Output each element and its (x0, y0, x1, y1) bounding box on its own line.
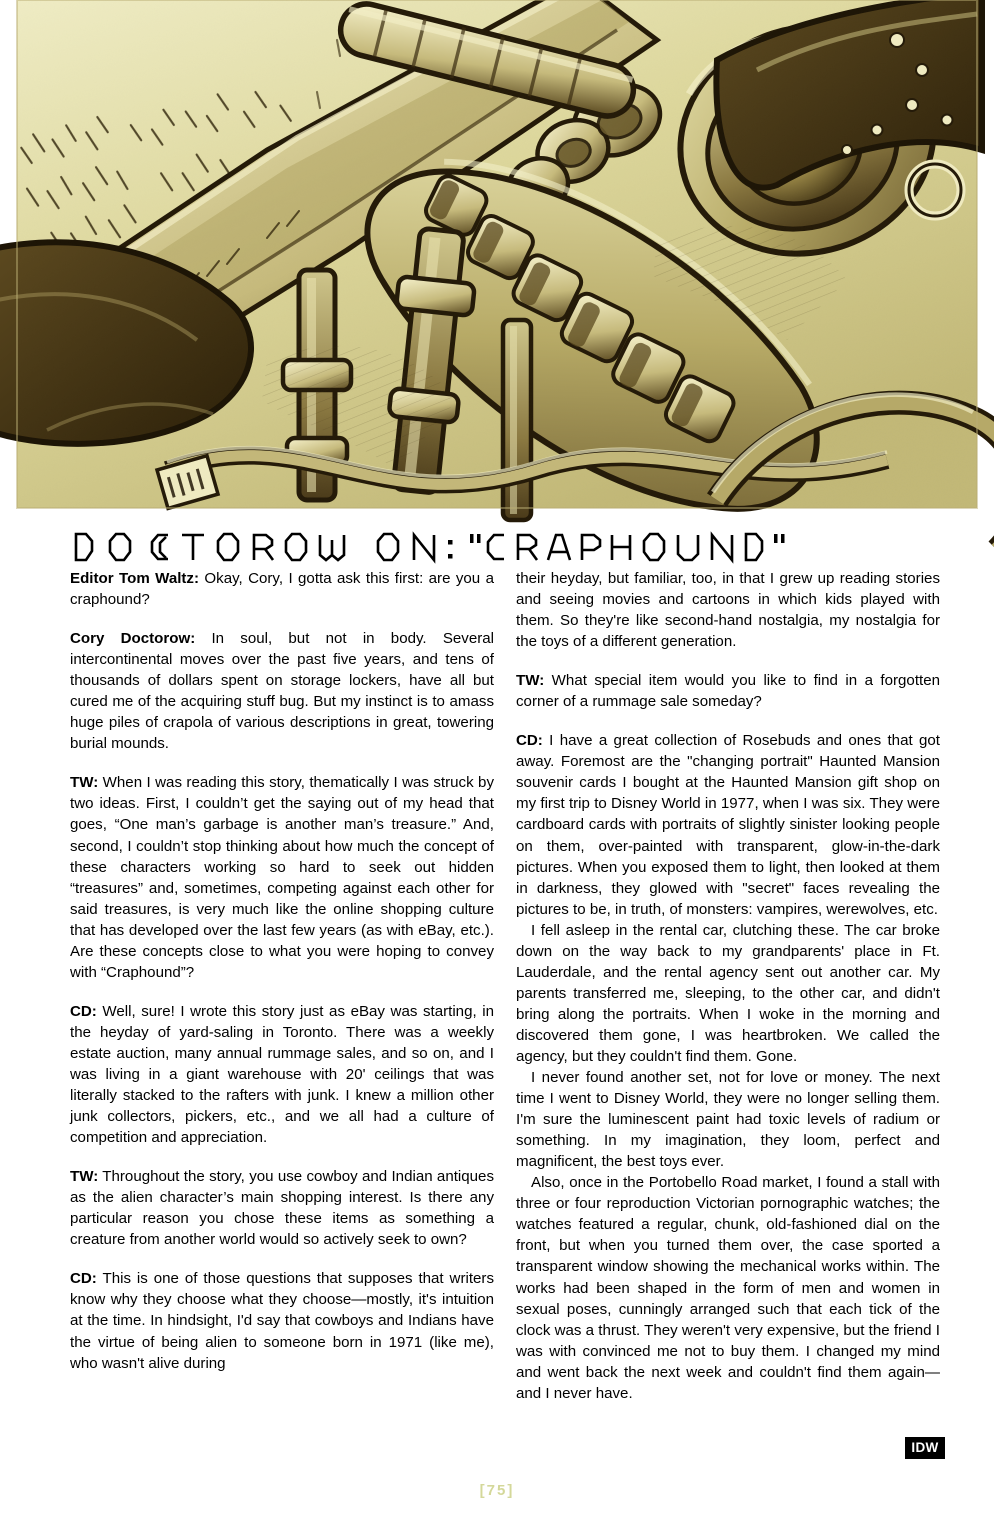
qa-text: Okay, Cory, I gotta ask this first: are you a craphound? (70, 570, 494, 609)
comic-artwork-panel (17, 0, 977, 508)
qa-text: What special item would you like to find in a forgotten corner of a rummage sale someday? (516, 672, 940, 711)
title-close-quote (774, 534, 785, 543)
qa-paragraph (70, 1001, 494, 1148)
qa-text: This is one of those questions that supposes that writers know why they choose what they choose—mostly, it's intuition at the time. In hindsight, I'd say that cowboys and Indians have the virtue of being alien to someone born in 1971 (like me), who wasn't alive during (70, 1270, 494, 1372)
two-column-text (0, 568, 994, 1468)
speaker-label: Editor Tom Waltz: (70, 570, 200, 587)
column-left (70, 568, 494, 1374)
qa-text: Throughout the story, you use cowboy and Indian antiques as the alien character’s main shopping interest. Is there any particular reason you chose these items as something a creature from another world would so actively seek to own? (70, 1168, 494, 1249)
qa-paragraph (70, 628, 494, 754)
qa-text: Also, once in the Portobello Road market, I found a stall with three or four reproduction Victorian pornographic watches; the watches featured a regular, chunk, old-fashioned dial on the front, but when you turned them over, the case sported a transparent window showing the mechanical works within. The works had been shaped in the form of men and women in sexual poses, cunningly arranged such that each tick of the clock was a thrust. They weren't very expensive, but the friend I was with convinced me not to buy them. I changed my mind and went back the next week and couldn't find them again—and I never have. (516, 1174, 940, 1402)
title-colon (448, 540, 453, 559)
qa-paragraph (70, 772, 494, 982)
qa-paragraph (516, 1172, 940, 1404)
qa-text: their heyday, but familiar, too, in that I grew up reading stories and seeing movies and cartoons in which kids played with them. So they're like second-hand nostalgia, my nostalgia for the toys of a different generation. (516, 570, 940, 651)
qa-paragraph (70, 568, 494, 610)
speaker-label: TW: (70, 1168, 99, 1186)
speaker-label: CD: (516, 732, 543, 750)
qa-paragraph (516, 920, 940, 1067)
qa-text: I fell asleep in the rental car, clutching these. The car broke down on the way back to my grandparents' place in Ft. Lauderdale, and the rental agency sent out another car. My parents transferred me, sleeping, to the other car, and didn't bring along the portraits. When I woke in the morning and discovered them gone, I was heartbroken. We called the agency, but they couldn't find them. Gone. (516, 921, 940, 1065)
qa-text: I never found another set, not for love or money. The next time I went to Disney World, they were no longer selling them. I'm sure the luminescent paint had toxic levels of radium or something. In my imagination, they loom, perfect and magnificent, the best toys ever. (516, 1069, 940, 1171)
qa-paragraph (516, 730, 940, 919)
title-open-quote (470, 534, 481, 543)
qa-text: Well, sure! I wrote this story just as eBay was starting, in the heyday of yard-saling in Toronto. There was a weekly estate auction, many annual rummage sales, and so on, and I was living in a giant warehouse with 20' ceilings that was literally stacked to the rafters with junk. I knew a million other junk collectors, pickers, etc., and we all had a culture of competition and appreciation. (70, 1002, 494, 1147)
qa-text: When I was reading this story, thematically I was struck by two ideas. First, I couldn’t get the saying out of my head that goes, “One man’s garbage is another man’s treasure.” And, second, I couldn’t stop thinking about how much the concept of these characters working so hard to seek out hidden “treasures” and, sometimes, competing against each other for said treasures, is very much like the online shopping culture that has developed over the last few years (as with eBay, etc.). Are these concepts close to what you were hoping to convey with “Craphound”? (70, 774, 494, 981)
page-title-lettering (70, 530, 610, 564)
column-right (516, 568, 940, 1404)
qa-paragraph (70, 1166, 494, 1250)
qa-paragraph (516, 670, 940, 712)
robot-machinery-illustration (17, 0, 977, 508)
speaker-label: CD: (70, 1002, 97, 1020)
article-region (0, 508, 994, 1528)
qa-paragraph (516, 1067, 940, 1172)
speaker-label: CD: (70, 1270, 97, 1288)
speaker-label: Cory Doctorow: (70, 630, 196, 648)
page-number: [75] (479, 1482, 515, 1499)
idw-publisher-logo: IDW (905, 1437, 945, 1459)
speaker-label: TW: (70, 774, 99, 792)
qa-paragraph (70, 1268, 494, 1373)
qa-text: I have a great collection of Rosebuds and ones that got away. Foremost are the "changing portrait" Haunted Mansion souvenir cards I bought at the Haunted Mansion gift shop on my first trip to Disney World in 1977, when I was six. They were cardboard cards with portraits of slightly sinister looking people on them, over-painted with transparent, glow-in-the-dark pictures. When you exposed them to light, then looked at them in darkness, they glowed with "secret" faces revealing the pictures to be, in truth, of monsters: vampires, werewolves, etc. (516, 732, 940, 918)
page-title (70, 530, 610, 564)
qa-paragraph (516, 568, 940, 652)
qa-text: In soul, but not in body. Several intercontinental moves over the past five years, and tens of thousands of dollars spent on storage lockers, have all but cured me of the acquiring stuff bug. But my instinct is to amass huge piles of crapola of various descriptions in great, towering burial mounds. (70, 630, 495, 753)
speaker-label: TW: (516, 672, 545, 690)
